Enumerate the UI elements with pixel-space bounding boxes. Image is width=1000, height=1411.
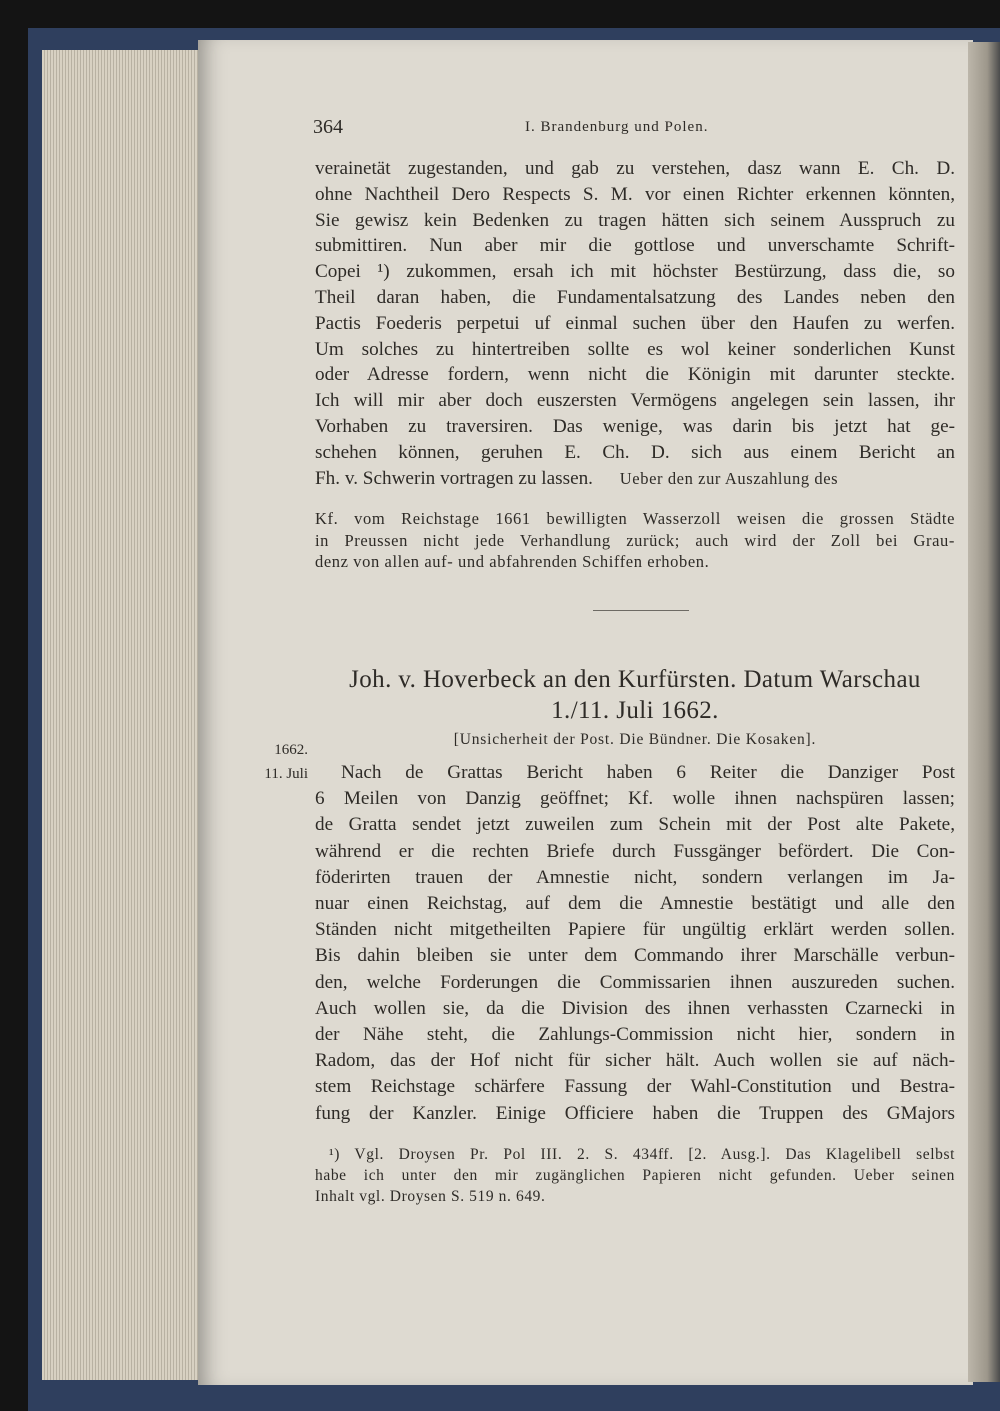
text-line: 6 Meilen von Danzig geöffnet; Kf. wolle ihnen nachspüren lassen; <box>315 788 955 810</box>
document-heading <box>315 664 955 726</box>
text-fragment: Fh. v. Schwerin vortragen zu lassen. <box>315 467 593 489</box>
text-line: Bis dahin bleiben sie unter dem Commando ihrer Marschälle verbun- <box>315 945 955 967</box>
text-line: Vorhaben zu traversiren. Das wenige, was darin bis jetzt hat ge- <box>315 415 955 437</box>
note-line: Kf. vom Reichstage 1661 bewilligten Wasserzoll weisen die grossen Städte <box>315 509 955 528</box>
page-number: 364 <box>313 116 343 138</box>
text-line: stem Reichstage schärfere Fassung der Wahl-Constitution und Bestra- <box>315 1076 955 1098</box>
text-line: Um solches zu hintertreiben sollte es wol keiner sonderlichen Kunst <box>315 338 955 360</box>
text-line: Ständen nicht mitgetheilten Papiere für ungültig erklärt werden sollen. <box>315 919 955 941</box>
heading-line-2: 1./11. Juli 1662. <box>551 697 719 724</box>
note-line: in Preussen nicht jede Verhandlung zurück; auch wird der Zoll bei Grau- <box>315 530 955 550</box>
note-line: denz von allen auf- und abfahrenden Schiffen erhoben. <box>315 552 710 571</box>
text-line: während er die rechten Briefe durch Fussgänger befördert. Die Con- <box>315 840 955 862</box>
body-text-main <box>315 760 955 1127</box>
text-line: nuar einen Reichstag, auf dem die Amnestie bestätigt und alle den <box>315 893 955 915</box>
text-line: Radom, das der Hof nicht für sicher hält. Auch wollen sie auf näch- <box>315 1050 955 1072</box>
text-line: der Nähe steht, die Zahlungs-Commission nicht hier, sondern in <box>315 1024 955 1046</box>
section-divider <box>593 610 689 611</box>
text-line: fung der Kanzler. Einige Officiere haben die Truppen des GMajors <box>315 1102 955 1124</box>
text-line: den, welche Forderungen die Commissarien ihnen auszureden suchen. <box>315 971 955 993</box>
margin-year: 1662. <box>274 742 308 758</box>
footnote-line: Inhalt vgl. Droysen S. 519 n. 649. <box>315 1188 546 1205</box>
text-line: Sie gewisz kein Bedenken zu tragen hätten sich seinem Ausspruch zu <box>315 209 955 231</box>
footnote-line: ¹) Vgl. Droysen Pr. Pol III. 2. S. 434ff. [2. Ausg.]. Das Klagelibell selbst <box>329 1146 955 1163</box>
heading-line-1: Joh. v. Hoverbeck an den Kurfürsten. Datum Warschau <box>349 666 921 693</box>
text-line: Ich will mir aber doch euszersten Vermögens angelegen sein lassen, ihr <box>315 390 955 412</box>
text-line-mixed <box>315 466 955 492</box>
margin-date: 11. Juli <box>264 766 308 782</box>
text-line: de Gratta sendet jetzt zuweilen zum Schein mit der Post alte Pakete, <box>315 814 955 836</box>
text-line: schehen können, geruhen E. Ch. D. sich aus einem Bericht an <box>315 441 955 463</box>
text-line: verainetät zugestanden, und gab zu verstehen, dasz wann E. Ch. D. <box>315 158 955 179</box>
small-note-start: Ueber den zur Auszahlung des <box>619 468 839 488</box>
small-note <box>315 508 955 573</box>
footnote-line: habe ich unter den mir zugänglichen Papieren nicht gefunden. Ueber seinen <box>315 1167 955 1184</box>
text-line: föderirten trauen der Amnestie nicht, sondern verlangen im Ja- <box>315 866 955 888</box>
text-line: oder Adresse fordern, wenn nicht die Königin mit darunter steckte. <box>315 364 955 386</box>
page-header <box>313 116 953 142</box>
text-line: Nach de Grattas Bericht haben 6 Reiter die Danziger Post <box>341 762 955 783</box>
right-page-edge <box>968 42 1000 1382</box>
text-line: submittiren. Nun aber mir die gottlose und unverschamte Schrift- <box>315 235 955 257</box>
text-line: Theil daran haben, die Fundamentalsatzung des Landes neben den <box>315 286 955 308</box>
text-line: Copei ¹) zukommen, ersah ich mit höchster Bestürzung, dass die, so <box>315 261 955 283</box>
page-edges <box>42 50 204 1380</box>
document-summary: [Unsicherheit der Post. Die Bündner. Die Kosaken]. <box>453 731 817 748</box>
text-line: Auch wollen sie, da die Division des ihnen verhassten Czarnecki in <box>315 997 955 1019</box>
text-line: Pactis Foederis perpetui uf einmal suchen über den Haufen zu werfen. <box>315 312 955 334</box>
body-text-top <box>315 156 955 491</box>
text-line: ohne Nachtheil Dero Respects S. M. vor einen Richter erkennen könnten, <box>315 183 955 205</box>
footnote <box>315 1144 955 1207</box>
running-title: I. Brandenburg und Polen. <box>525 119 709 135</box>
